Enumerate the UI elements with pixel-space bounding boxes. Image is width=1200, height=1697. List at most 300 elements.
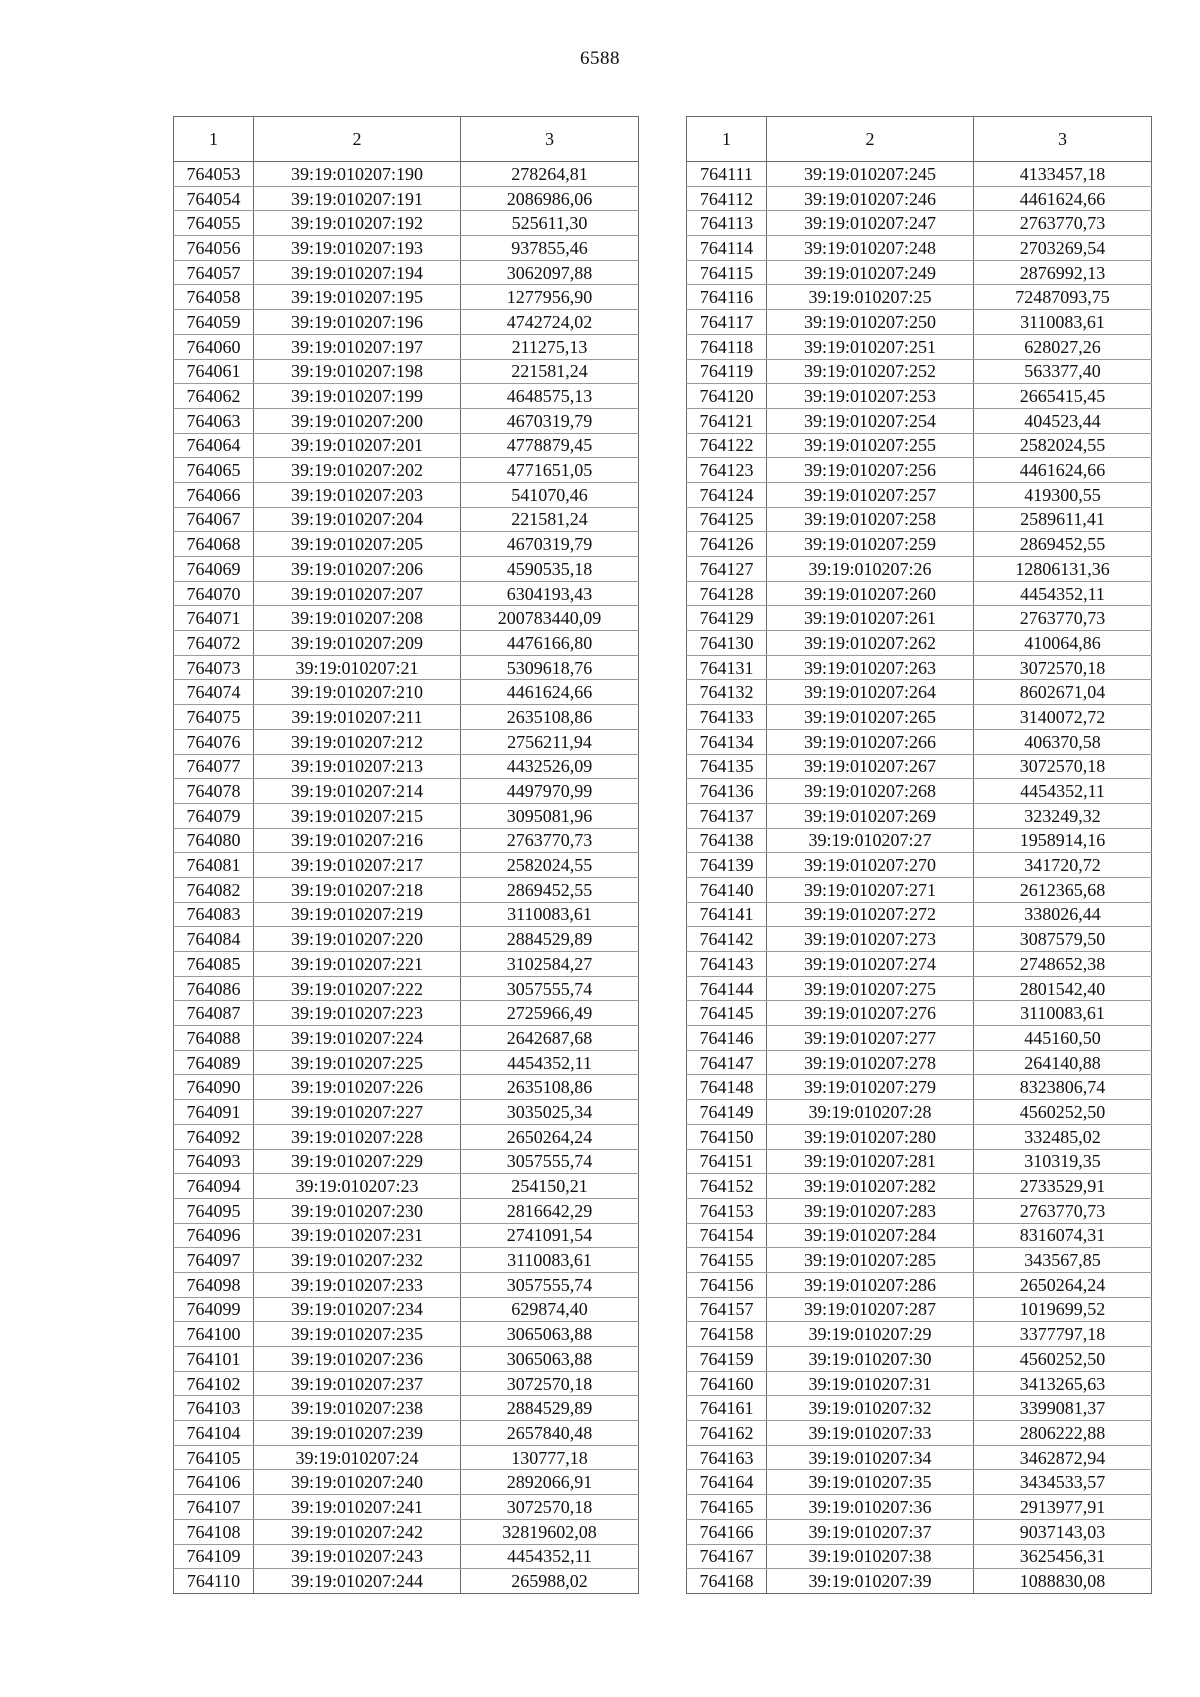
left-table	[173, 116, 639, 1594]
cadastral-number-cell: 39:19:010207:36	[767, 1495, 974, 1520]
row-number-cell: 764156	[687, 1272, 767, 1297]
row-number-cell: 764134	[687, 729, 767, 754]
row-number-cell: 764105	[174, 1445, 254, 1470]
row-number-cell: 764087	[174, 1001, 254, 1026]
table-row	[174, 1322, 639, 1347]
value-cell: 343567,85	[974, 1248, 1152, 1273]
table-row	[687, 1223, 1152, 1248]
table-row	[687, 532, 1152, 557]
row-number-cell: 764103	[174, 1396, 254, 1421]
cadastral-number-cell: 39:19:010207:239	[254, 1421, 461, 1446]
value-cell: 2589611,41	[974, 507, 1152, 532]
cadastral-number-cell: 39:19:010207:26	[767, 557, 974, 582]
value-cell: 3140072,72	[974, 705, 1152, 730]
table-row	[174, 1470, 639, 1495]
cadastral-number-cell: 39:19:010207:240	[254, 1470, 461, 1495]
value-cell: 3377797,18	[974, 1322, 1152, 1347]
row-number-cell: 764132	[687, 680, 767, 705]
row-number-cell: 764069	[174, 557, 254, 582]
cadastral-number-cell: 39:19:010207:223	[254, 1001, 461, 1026]
table-row	[174, 1297, 639, 1322]
table-row	[174, 1495, 639, 1520]
row-number-cell: 764148	[687, 1075, 767, 1100]
table-row	[174, 334, 639, 359]
row-number-cell: 764129	[687, 606, 767, 631]
table-row	[687, 334, 1152, 359]
table-row	[687, 754, 1152, 779]
cadastral-number-cell: 39:19:010207:205	[254, 532, 461, 557]
value-cell: 3625456,31	[974, 1544, 1152, 1569]
value-cell: 4476166,80	[461, 631, 639, 656]
row-number-cell: 764155	[687, 1248, 767, 1273]
value-cell: 3110083,61	[974, 310, 1152, 335]
cadastral-number-cell: 39:19:010207:234	[254, 1297, 461, 1322]
table-row	[174, 1124, 639, 1149]
table-row	[174, 976, 639, 1001]
table-row	[174, 285, 639, 310]
table-row	[687, 433, 1152, 458]
cadastral-number-cell: 39:19:010207:194	[254, 260, 461, 285]
table-row	[174, 507, 639, 532]
table-row	[687, 655, 1152, 680]
row-number-cell: 764068	[174, 532, 254, 557]
table-row	[174, 1347, 639, 1372]
table-row	[174, 1198, 639, 1223]
cadastral-number-cell: 39:19:010207:34	[767, 1445, 974, 1470]
cadastral-number-cell: 39:19:010207:230	[254, 1198, 461, 1223]
cadastral-number-cell: 39:19:010207:210	[254, 680, 461, 705]
row-number-cell: 764067	[174, 507, 254, 532]
table-row	[174, 779, 639, 804]
cadastral-number-cell: 39:19:010207:198	[254, 359, 461, 384]
row-number-cell: 764111	[687, 162, 767, 187]
row-number-cell: 764083	[174, 902, 254, 927]
value-cell: 3057555,74	[461, 976, 639, 1001]
value-cell: 4560252,50	[974, 1100, 1152, 1125]
table-row	[687, 1544, 1152, 1569]
value-cell: 2612365,68	[974, 877, 1152, 902]
row-number-cell: 764120	[687, 384, 767, 409]
value-cell: 2801542,40	[974, 976, 1152, 1001]
cadastral-number-cell: 39:19:010207:284	[767, 1223, 974, 1248]
row-number-cell: 764098	[174, 1272, 254, 1297]
row-number-cell: 764086	[174, 976, 254, 1001]
row-number-cell: 764075	[174, 705, 254, 730]
row-number-cell: 764121	[687, 408, 767, 433]
cadastral-number-cell: 39:19:010207:287	[767, 1297, 974, 1322]
value-cell: 3065063,88	[461, 1322, 639, 1347]
row-number-cell: 764080	[174, 828, 254, 853]
cadastral-number-cell: 39:19:010207:38	[767, 1544, 974, 1569]
value-cell: 2582024,55	[974, 433, 1152, 458]
row-number-cell: 764064	[174, 433, 254, 458]
table-row	[687, 482, 1152, 507]
table-row	[687, 1396, 1152, 1421]
row-number-cell: 764168	[687, 1569, 767, 1594]
cadastral-number-cell: 39:19:010207:253	[767, 384, 974, 409]
cadastral-number-cell: 39:19:010207:279	[767, 1075, 974, 1100]
cadastral-number-cell: 39:19:010207:273	[767, 927, 974, 952]
value-cell: 3095081,96	[461, 803, 639, 828]
row-number-cell: 764141	[687, 902, 767, 927]
value-cell: 419300,55	[974, 482, 1152, 507]
cadastral-number-cell: 39:19:010207:245	[767, 162, 974, 187]
value-cell: 1088830,08	[974, 1569, 1152, 1594]
row-number-cell: 764099	[174, 1297, 254, 1322]
value-cell: 2635108,86	[461, 1075, 639, 1100]
cadastral-number-cell: 39:19:010207:224	[254, 1026, 461, 1051]
value-cell: 332485,02	[974, 1124, 1152, 1149]
value-cell: 3072570,18	[974, 754, 1152, 779]
row-number-cell: 764146	[687, 1026, 767, 1051]
cadastral-number-cell: 39:19:010207:218	[254, 877, 461, 902]
cadastral-number-cell: 39:19:010207:251	[767, 334, 974, 359]
cadastral-number-cell: 39:19:010207:209	[254, 631, 461, 656]
value-cell: 3062097,88	[461, 260, 639, 285]
row-number-cell: 764160	[687, 1371, 767, 1396]
cadastral-number-cell: 39:19:010207:206	[254, 557, 461, 582]
row-number-cell: 764165	[687, 1495, 767, 1520]
cadastral-number-cell: 39:19:010207:241	[254, 1495, 461, 1520]
value-cell: 3057555,74	[461, 1149, 639, 1174]
cadastral-number-cell: 39:19:010207:265	[767, 705, 974, 730]
table-row	[687, 285, 1152, 310]
row-number-cell: 764159	[687, 1347, 767, 1372]
row-number-cell: 764090	[174, 1075, 254, 1100]
row-number-cell: 764104	[174, 1421, 254, 1446]
row-number-cell: 764142	[687, 927, 767, 952]
table-row	[174, 1445, 639, 1470]
row-number-cell: 764062	[174, 384, 254, 409]
row-number-cell: 764163	[687, 1445, 767, 1470]
value-cell: 2703269,54	[974, 236, 1152, 261]
row-number-cell: 764150	[687, 1124, 767, 1149]
table-row	[174, 162, 639, 187]
value-cell: 2892066,91	[461, 1470, 639, 1495]
cadastral-number-cell: 39:19:010207:37	[767, 1519, 974, 1544]
table-row	[687, 1421, 1152, 1446]
value-cell: 4648575,13	[461, 384, 639, 409]
cadastral-number-cell: 39:19:010207:267	[767, 754, 974, 779]
table-row	[174, 557, 639, 582]
table-row	[174, 754, 639, 779]
table-row	[174, 1396, 639, 1421]
table-row	[687, 1272, 1152, 1297]
value-cell: 3087579,50	[974, 927, 1152, 952]
cadastral-number-cell: 39:19:010207:260	[767, 581, 974, 606]
value-cell: 2884529,89	[461, 927, 639, 952]
table-row	[174, 1001, 639, 1026]
row-number-cell: 764151	[687, 1149, 767, 1174]
value-cell: 278264,81	[461, 162, 639, 187]
value-cell: 4560252,50	[974, 1347, 1152, 1372]
row-number-cell: 764056	[174, 236, 254, 261]
cadastral-number-cell: 39:19:010207:212	[254, 729, 461, 754]
value-cell: 410064,86	[974, 631, 1152, 656]
row-number-cell: 764164	[687, 1470, 767, 1495]
row-number-cell: 764095	[174, 1198, 254, 1223]
value-cell: 2913977,91	[974, 1495, 1152, 1520]
row-number-cell: 764092	[174, 1124, 254, 1149]
table-row	[687, 186, 1152, 211]
table-row	[174, 1371, 639, 1396]
table-row	[174, 952, 639, 977]
cadastral-number-cell: 39:19:010207:202	[254, 458, 461, 483]
row-number-cell: 764097	[174, 1248, 254, 1273]
cadastral-number-cell: 39:19:010207:213	[254, 754, 461, 779]
cadastral-number-cell: 39:19:010207:217	[254, 853, 461, 878]
table-row	[174, 877, 639, 902]
row-number-cell: 764122	[687, 433, 767, 458]
cadastral-number-cell: 39:19:010207:233	[254, 1272, 461, 1297]
table-row	[687, 458, 1152, 483]
table-row	[687, 1322, 1152, 1347]
cadastral-number-cell: 39:19:010207:203	[254, 482, 461, 507]
table-row	[174, 532, 639, 557]
table-row	[174, 902, 639, 927]
cadastral-number-cell: 39:19:010207:211	[254, 705, 461, 730]
value-cell: 310319,35	[974, 1149, 1152, 1174]
row-number-cell: 764125	[687, 507, 767, 532]
row-number-cell: 764139	[687, 853, 767, 878]
value-cell: 1019699,52	[974, 1297, 1152, 1322]
value-cell: 404523,44	[974, 408, 1152, 433]
value-cell: 3434533,57	[974, 1470, 1152, 1495]
cadastral-number-cell: 39:19:010207:282	[767, 1174, 974, 1199]
table-row	[687, 1050, 1152, 1075]
value-cell: 2756211,94	[461, 729, 639, 754]
value-cell: 8323806,74	[974, 1075, 1152, 1100]
row-number-cell: 764136	[687, 779, 767, 804]
page-number: 6588	[580, 48, 620, 69]
cadastral-number-cell: 39:19:010207:222	[254, 976, 461, 1001]
left-table-body	[174, 162, 639, 1594]
cadastral-number-cell: 39:19:010207:249	[767, 260, 974, 285]
value-cell: 221581,24	[461, 359, 639, 384]
value-cell: 221581,24	[461, 507, 639, 532]
value-cell: 4454352,11	[974, 779, 1152, 804]
cadastral-number-cell: 39:19:010207:237	[254, 1371, 461, 1396]
table-row	[174, 1544, 639, 1569]
row-number-cell: 764110	[174, 1569, 254, 1594]
table-row	[174, 482, 639, 507]
table-row	[687, 803, 1152, 828]
cadastral-number-cell: 39:19:010207:31	[767, 1371, 974, 1396]
value-cell: 9037143,03	[974, 1519, 1152, 1544]
table-row	[687, 1100, 1152, 1125]
table-row	[687, 1248, 1152, 1273]
value-cell: 2665415,45	[974, 384, 1152, 409]
column-header-3: 3	[461, 117, 639, 162]
row-number-cell: 764078	[174, 779, 254, 804]
value-cell: 2748652,38	[974, 952, 1152, 977]
row-number-cell: 764135	[687, 754, 767, 779]
value-cell: 2733529,91	[974, 1174, 1152, 1199]
cadastral-number-cell: 39:19:010207:244	[254, 1569, 461, 1594]
value-cell: 3057555,74	[461, 1272, 639, 1297]
row-number-cell: 764059	[174, 310, 254, 335]
table-row	[174, 433, 639, 458]
table-row	[174, 1569, 639, 1594]
value-cell: 72487093,75	[974, 285, 1152, 310]
cadastral-number-cell: 39:19:010207:268	[767, 779, 974, 804]
table-row	[174, 458, 639, 483]
value-cell: 937855,46	[461, 236, 639, 261]
row-number-cell: 764157	[687, 1297, 767, 1322]
value-cell: 4771651,05	[461, 458, 639, 483]
value-cell: 3072570,18	[461, 1495, 639, 1520]
value-cell: 2763770,73	[461, 828, 639, 853]
row-number-cell: 764152	[687, 1174, 767, 1199]
row-number-cell: 764072	[174, 631, 254, 656]
table-row	[174, 729, 639, 754]
table-row	[687, 927, 1152, 952]
row-number-cell: 764073	[174, 655, 254, 680]
row-number-cell: 764053	[174, 162, 254, 187]
cadastral-number-cell: 39:19:010207:231	[254, 1223, 461, 1248]
cadastral-number-cell: 39:19:010207:285	[767, 1248, 974, 1273]
row-number-cell: 764054	[174, 186, 254, 211]
cadastral-number-cell: 39:19:010207:248	[767, 236, 974, 261]
cadastral-number-cell: 39:19:010207:281	[767, 1149, 974, 1174]
cadastral-number-cell: 39:19:010207:257	[767, 482, 974, 507]
row-number-cell: 764082	[174, 877, 254, 902]
row-number-cell: 764063	[174, 408, 254, 433]
cadastral-number-cell: 39:19:010207:238	[254, 1396, 461, 1421]
row-number-cell: 764128	[687, 581, 767, 606]
cadastral-number-cell: 39:19:010207:243	[254, 1544, 461, 1569]
cadastral-number-cell: 39:19:010207:29	[767, 1322, 974, 1347]
value-cell: 6304193,43	[461, 581, 639, 606]
row-number-cell: 764118	[687, 334, 767, 359]
table-row	[174, 705, 639, 730]
right-table-body	[687, 162, 1152, 1594]
column-header-3: 3	[974, 117, 1152, 162]
table-row	[174, 1100, 639, 1125]
cadastral-number-cell: 39:19:010207:247	[767, 211, 974, 236]
row-number-cell: 764112	[687, 186, 767, 211]
table-row	[174, 927, 639, 952]
table-row	[687, 1519, 1152, 1544]
value-cell: 3035025,34	[461, 1100, 639, 1125]
table-row	[687, 1445, 1152, 1470]
table-row	[687, 1001, 1152, 1026]
row-number-cell: 764115	[687, 260, 767, 285]
right-table	[686, 116, 1152, 1594]
table-row	[174, 581, 639, 606]
cadastral-number-cell: 39:19:010207:276	[767, 1001, 974, 1026]
value-cell: 4497970,99	[461, 779, 639, 804]
table-row	[687, 1026, 1152, 1051]
cadastral-number-cell: 39:19:010207:225	[254, 1050, 461, 1075]
table-row	[687, 408, 1152, 433]
value-cell: 4454352,11	[461, 1544, 639, 1569]
value-cell: 2657840,48	[461, 1421, 639, 1446]
value-cell: 2650264,24	[461, 1124, 639, 1149]
table-row	[687, 211, 1152, 236]
header-row	[174, 117, 639, 162]
row-number-cell: 764126	[687, 532, 767, 557]
cadastral-number-cell: 39:19:010207:204	[254, 507, 461, 532]
value-cell: 563377,40	[974, 359, 1152, 384]
value-cell: 5309618,76	[461, 655, 639, 680]
value-cell: 2763770,73	[974, 211, 1152, 236]
row-number-cell: 764138	[687, 828, 767, 853]
cadastral-number-cell: 39:19:010207:207	[254, 581, 461, 606]
table-row	[174, 1223, 639, 1248]
row-number-cell: 764166	[687, 1519, 767, 1544]
row-number-cell: 764140	[687, 877, 767, 902]
cadastral-number-cell: 39:19:010207:242	[254, 1519, 461, 1544]
table-row	[687, 853, 1152, 878]
row-number-cell: 764101	[174, 1347, 254, 1372]
table-row	[687, 1569, 1152, 1594]
value-cell: 445160,50	[974, 1026, 1152, 1051]
value-cell: 2806222,88	[974, 1421, 1152, 1446]
table-row	[687, 828, 1152, 853]
table-row	[687, 1149, 1152, 1174]
cadastral-number-cell: 39:19:010207:254	[767, 408, 974, 433]
table-row	[687, 1297, 1152, 1322]
cadastral-number-cell: 39:19:010207:190	[254, 162, 461, 187]
row-number-cell: 764070	[174, 581, 254, 606]
value-cell: 2869452,55	[461, 877, 639, 902]
table-row	[174, 853, 639, 878]
cadastral-number-cell: 39:19:010207:216	[254, 828, 461, 853]
row-number-cell: 764124	[687, 482, 767, 507]
cadastral-number-cell: 39:19:010207:39	[767, 1569, 974, 1594]
cadastral-number-cell: 39:19:010207:235	[254, 1322, 461, 1347]
cadastral-number-cell: 39:19:010207:263	[767, 655, 974, 680]
cadastral-number-cell: 39:19:010207:278	[767, 1050, 974, 1075]
value-cell: 1277956,90	[461, 285, 639, 310]
value-cell: 2869452,55	[974, 532, 1152, 557]
cadastral-number-cell: 39:19:010207:201	[254, 433, 461, 458]
row-number-cell: 764127	[687, 557, 767, 582]
column-header-2: 2	[767, 117, 974, 162]
value-cell: 2816642,29	[461, 1198, 639, 1223]
table-row	[174, 1174, 639, 1199]
table-row	[687, 1174, 1152, 1199]
cadastral-number-cell: 39:19:010207:266	[767, 729, 974, 754]
table-row	[687, 384, 1152, 409]
table-row	[687, 1470, 1152, 1495]
row-number-cell: 764137	[687, 803, 767, 828]
cadastral-number-cell: 39:19:010207:259	[767, 532, 974, 557]
table-row	[174, 606, 639, 631]
row-number-cell: 764144	[687, 976, 767, 1001]
row-number-cell: 764094	[174, 1174, 254, 1199]
cadastral-number-cell: 39:19:010207:269	[767, 803, 974, 828]
column-header-1: 1	[687, 117, 767, 162]
table-row	[687, 162, 1152, 187]
cadastral-number-cell: 39:19:010207:246	[767, 186, 974, 211]
cadastral-number-cell: 39:19:010207:23	[254, 1174, 461, 1199]
table-row	[687, 236, 1152, 261]
cadastral-number-cell: 39:19:010207:280	[767, 1124, 974, 1149]
row-number-cell: 764114	[687, 236, 767, 261]
value-cell: 32819602,08	[461, 1519, 639, 1544]
table-row	[687, 1124, 1152, 1149]
value-cell: 338026,44	[974, 902, 1152, 927]
cadastral-number-cell: 39:19:010207:286	[767, 1272, 974, 1297]
row-number-cell: 764145	[687, 1001, 767, 1026]
row-number-cell: 764116	[687, 285, 767, 310]
cadastral-number-cell: 39:19:010207:255	[767, 433, 974, 458]
value-cell: 4778879,45	[461, 433, 639, 458]
value-cell: 4670319,79	[461, 532, 639, 557]
cadastral-number-cell: 39:19:010207:191	[254, 186, 461, 211]
